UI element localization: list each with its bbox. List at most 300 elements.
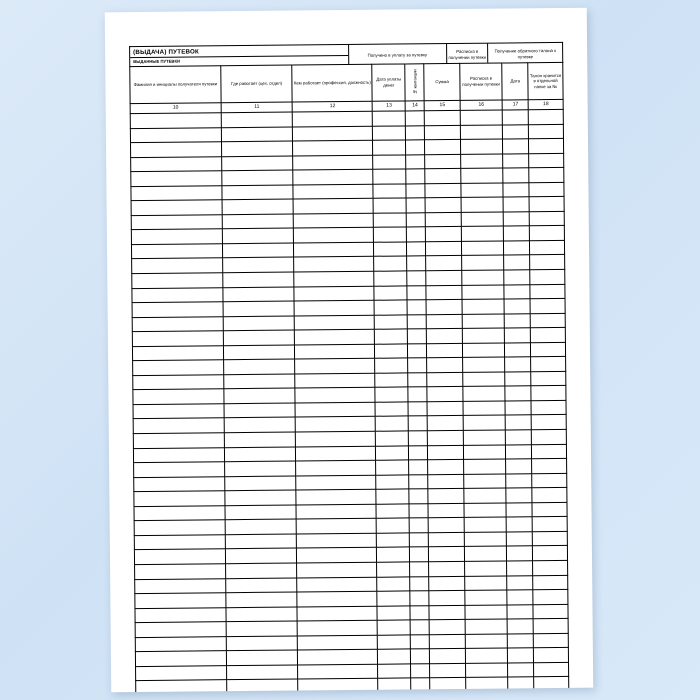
table-cell[interactable] [409, 431, 428, 446]
table-cell[interactable] [430, 678, 466, 693]
table-cell[interactable] [533, 575, 568, 590]
table-cell[interactable] [507, 619, 533, 634]
table-cell[interactable] [225, 519, 297, 534]
table-cell[interactable] [532, 502, 567, 517]
table-cell[interactable] [373, 184, 406, 199]
table-cell[interactable] [504, 241, 530, 256]
table-cell[interactable] [508, 633, 534, 648]
table-cell[interactable] [224, 388, 296, 403]
table-cell[interactable] [464, 474, 507, 489]
table-cell[interactable] [504, 212, 530, 227]
table-cell[interactable] [506, 459, 532, 474]
table-cell[interactable] [506, 444, 532, 459]
table-cell[interactable] [378, 678, 411, 692]
table-cell[interactable] [506, 488, 532, 503]
table-cell[interactable] [465, 590, 508, 605]
table-cell[interactable] [425, 125, 461, 140]
table-cell[interactable] [295, 359, 375, 374]
table-cell[interactable] [298, 635, 378, 650]
table-cell[interactable] [465, 605, 508, 620]
table-cell[interactable] [507, 546, 533, 561]
table-cell[interactable] [294, 213, 374, 228]
table-cell[interactable] [533, 604, 568, 619]
table-cell[interactable] [461, 241, 504, 256]
table-cell[interactable] [503, 197, 529, 212]
table-cell[interactable] [131, 171, 222, 186]
table-cell[interactable] [463, 372, 506, 387]
table-cell[interactable] [376, 416, 409, 431]
table-cell[interactable] [534, 662, 569, 677]
table-cell[interactable] [529, 153, 564, 168]
table-cell[interactable] [224, 432, 296, 447]
table-cell[interactable] [297, 562, 377, 577]
table-cell[interactable] [297, 620, 377, 635]
table-cell[interactable] [429, 590, 465, 605]
table-cell[interactable] [222, 228, 294, 243]
table-cell[interactable] [374, 286, 407, 301]
table-cell[interactable] [529, 182, 564, 197]
table-cell[interactable] [373, 155, 406, 170]
table-cell[interactable] [296, 489, 376, 504]
table-cell[interactable] [294, 300, 374, 315]
table-cell[interactable] [410, 533, 429, 548]
table-cell[interactable] [426, 285, 462, 300]
table-cell[interactable] [406, 169, 425, 184]
table-cell[interactable] [296, 431, 376, 446]
table-cell[interactable] [504, 255, 530, 270]
table-cell[interactable] [529, 197, 564, 212]
table-cell[interactable] [406, 198, 425, 213]
table-cell[interactable] [374, 271, 407, 286]
table-cell[interactable] [374, 300, 407, 315]
table-cell[interactable] [530, 313, 565, 328]
table-cell[interactable] [293, 155, 373, 170]
table-cell[interactable] [135, 636, 226, 651]
table-cell[interactable] [506, 503, 532, 518]
table-cell[interactable] [293, 111, 373, 126]
table-cell[interactable] [532, 517, 567, 532]
table-cell[interactable] [428, 460, 464, 475]
table-cell[interactable] [463, 415, 506, 430]
table-cell[interactable] [532, 429, 567, 444]
table-cell[interactable] [225, 548, 297, 563]
table-cell[interactable] [428, 416, 464, 431]
table-cell[interactable] [226, 592, 298, 607]
table-cell[interactable] [461, 197, 504, 212]
table-cell[interactable] [427, 372, 463, 387]
table-cell[interactable] [376, 475, 409, 490]
table-cell[interactable] [134, 476, 225, 491]
table-cell[interactable] [135, 564, 226, 579]
table-cell[interactable] [298, 664, 378, 679]
table-cell[interactable] [460, 139, 503, 154]
table-cell[interactable] [507, 590, 533, 605]
table-cell[interactable] [426, 256, 462, 271]
table-cell[interactable] [464, 517, 507, 532]
table-cell[interactable] [225, 563, 297, 578]
table-cell[interactable] [293, 199, 373, 214]
table-cell[interactable] [505, 372, 531, 387]
table-cell[interactable] [410, 562, 429, 577]
table-cell[interactable] [130, 127, 221, 142]
table-cell[interactable] [429, 532, 465, 547]
table-cell[interactable] [409, 504, 428, 519]
table-cell[interactable] [406, 125, 425, 140]
table-cell[interactable] [505, 313, 531, 328]
table-cell[interactable] [134, 462, 225, 477]
table-cell[interactable] [427, 314, 463, 329]
table-cell[interactable] [531, 400, 566, 415]
table-cell[interactable] [465, 663, 508, 678]
table-cell[interactable] [131, 244, 222, 259]
table-cell[interactable] [427, 387, 463, 402]
table-cell[interactable] [225, 505, 297, 520]
table-cell[interactable] [462, 299, 505, 314]
table-cell[interactable] [223, 257, 295, 272]
table-cell[interactable] [507, 561, 533, 576]
table-cell[interactable] [131, 215, 222, 230]
table-cell[interactable] [425, 183, 461, 198]
table-cell[interactable] [461, 226, 504, 241]
table-cell[interactable] [411, 678, 430, 692]
table-cell[interactable] [530, 255, 565, 270]
table-cell[interactable] [425, 198, 461, 213]
table-cell[interactable] [133, 418, 224, 433]
table-cell[interactable] [377, 518, 410, 533]
table-cell[interactable] [295, 373, 375, 388]
table-cell[interactable] [375, 329, 408, 344]
table-cell[interactable] [428, 503, 464, 518]
table-cell[interactable] [532, 488, 567, 503]
table-cell[interactable] [463, 357, 506, 372]
table-cell[interactable] [464, 503, 507, 518]
table-cell[interactable] [135, 578, 226, 593]
table-cell[interactable] [376, 489, 409, 504]
table-cell[interactable] [408, 344, 427, 359]
table-cell[interactable] [376, 460, 409, 475]
table-cell[interactable] [376, 446, 409, 461]
table-cell[interactable] [408, 373, 427, 388]
table-cell[interactable] [462, 328, 505, 343]
table-cell[interactable] [373, 111, 406, 126]
table-cell[interactable] [133, 447, 224, 462]
table-cell[interactable] [427, 401, 463, 416]
table-cell[interactable] [295, 344, 375, 359]
table-cell[interactable] [409, 489, 428, 504]
table-cell[interactable] [135, 622, 226, 637]
table-cell[interactable] [533, 531, 568, 546]
table-cell[interactable] [508, 663, 534, 678]
table-cell[interactable] [374, 213, 407, 228]
table-cell[interactable] [131, 156, 222, 171]
table-cell[interactable] [226, 665, 298, 680]
table-cell[interactable] [296, 504, 376, 519]
table-cell[interactable] [462, 285, 505, 300]
table-cell[interactable] [429, 605, 465, 620]
table-cell[interactable] [373, 125, 406, 140]
table-cell[interactable] [294, 286, 374, 301]
table-cell[interactable] [410, 576, 429, 591]
table-cell[interactable] [226, 607, 298, 622]
table-cell[interactable] [505, 328, 531, 343]
table-cell[interactable] [222, 185, 294, 200]
table-cell[interactable] [377, 591, 410, 606]
table-cell[interactable] [406, 140, 425, 155]
table-cell[interactable] [133, 360, 224, 375]
table-cell[interactable] [410, 605, 429, 620]
table-cell[interactable] [223, 316, 295, 331]
table-cell[interactable] [226, 650, 298, 665]
table-cell[interactable] [225, 490, 297, 505]
table-cell[interactable] [460, 110, 503, 125]
table-cell[interactable] [408, 402, 427, 417]
table-cell[interactable] [375, 315, 408, 330]
table-cell[interactable] [135, 593, 226, 608]
table-cell[interactable] [462, 255, 505, 270]
table-cell[interactable] [407, 285, 426, 300]
table-cell[interactable] [374, 227, 407, 242]
table-cell[interactable] [293, 140, 373, 155]
table-cell[interactable] [530, 226, 565, 241]
table-cell[interactable] [224, 418, 296, 433]
table-cell[interactable] [411, 649, 430, 664]
table-cell[interactable] [466, 677, 509, 692]
table-cell[interactable] [377, 576, 410, 591]
table-cell[interactable] [427, 329, 463, 344]
table-cell[interactable] [225, 461, 297, 476]
table-cell[interactable] [531, 357, 566, 372]
table-cell[interactable] [530, 284, 565, 299]
table-cell[interactable] [530, 240, 565, 255]
table-cell[interactable] [429, 547, 465, 562]
table-cell[interactable] [295, 315, 375, 330]
table-cell[interactable] [374, 256, 407, 271]
table-cell[interactable] [505, 357, 531, 372]
table-cell[interactable] [504, 226, 530, 241]
table-cell[interactable] [503, 139, 529, 154]
table-cell[interactable] [409, 460, 428, 475]
table-cell[interactable] [134, 505, 225, 520]
table-cell[interactable] [407, 227, 426, 242]
table-cell[interactable] [226, 621, 298, 636]
table-cell[interactable] [134, 535, 225, 550]
table-cell[interactable] [222, 156, 294, 171]
table-cell[interactable] [295, 388, 375, 403]
table-cell[interactable] [224, 359, 296, 374]
table-cell[interactable] [504, 270, 530, 285]
table-cell[interactable] [136, 665, 227, 680]
table-cell[interactable] [297, 533, 377, 548]
table-cell[interactable] [425, 140, 461, 155]
table-cell[interactable] [429, 518, 465, 533]
table-cell[interactable] [532, 473, 567, 488]
table-cell[interactable] [130, 113, 221, 128]
table-cell[interactable] [135, 607, 226, 622]
table-cell[interactable] [533, 560, 568, 575]
table-cell[interactable] [507, 532, 533, 547]
table-cell[interactable] [507, 604, 533, 619]
table-cell[interactable] [375, 373, 408, 388]
table-cell[interactable] [531, 342, 566, 357]
table-cell[interactable] [465, 575, 508, 590]
table-cell[interactable] [133, 433, 224, 448]
table-cell[interactable] [135, 651, 226, 666]
table-cell[interactable] [377, 606, 410, 621]
table-cell[interactable] [407, 242, 426, 257]
table-cell[interactable] [223, 330, 295, 345]
table-cell[interactable] [223, 301, 295, 316]
table-cell[interactable] [223, 272, 295, 287]
table-cell[interactable] [464, 532, 507, 547]
table-cell[interactable] [407, 300, 426, 315]
table-cell[interactable] [221, 141, 293, 156]
table-cell[interactable] [375, 358, 408, 373]
table-cell[interactable] [224, 403, 296, 418]
table-cell[interactable] [297, 548, 377, 563]
table-cell[interactable] [430, 620, 466, 635]
table-cell[interactable] [132, 258, 223, 273]
table-cell[interactable] [134, 549, 225, 564]
table-cell[interactable] [532, 459, 567, 474]
table-cell[interactable] [131, 229, 222, 244]
table-cell[interactable] [296, 460, 376, 475]
table-cell[interactable] [378, 649, 411, 664]
table-cell[interactable] [132, 345, 223, 360]
table-cell[interactable] [378, 620, 411, 635]
table-cell[interactable] [506, 517, 532, 532]
table-cell[interactable] [376, 504, 409, 519]
table-cell[interactable] [463, 401, 506, 416]
table-cell[interactable] [133, 389, 224, 404]
table-cell[interactable] [134, 520, 225, 535]
table-cell[interactable] [298, 649, 378, 664]
table-cell[interactable] [297, 606, 377, 621]
table-cell[interactable] [133, 404, 224, 419]
table-cell[interactable] [461, 183, 504, 198]
table-cell[interactable] [505, 415, 531, 430]
table-cell[interactable] [294, 242, 374, 257]
table-cell[interactable] [463, 459, 506, 474]
table-cell[interactable] [529, 109, 564, 124]
table-cell[interactable] [465, 648, 508, 663]
table-cell[interactable] [426, 241, 462, 256]
table-cell[interactable] [377, 562, 410, 577]
table-cell[interactable] [533, 619, 568, 634]
table-cell[interactable] [373, 169, 406, 184]
table-cell[interactable] [530, 299, 565, 314]
table-cell[interactable] [426, 212, 462, 227]
table-cell[interactable] [465, 619, 508, 634]
table-cell[interactable] [464, 546, 507, 561]
table-cell[interactable] [296, 519, 376, 534]
table-cell[interactable] [410, 591, 429, 606]
table-cell[interactable] [295, 402, 375, 417]
table-cell[interactable] [406, 111, 425, 126]
table-cell[interactable] [375, 387, 408, 402]
table-cell[interactable] [463, 445, 506, 460]
table-cell[interactable] [505, 401, 531, 416]
table-cell[interactable] [504, 284, 530, 299]
table-cell[interactable] [534, 633, 569, 648]
table-cell[interactable] [428, 474, 464, 489]
table-cell[interactable] [461, 168, 504, 183]
table-cell[interactable] [408, 358, 427, 373]
table-cell[interactable] [428, 489, 464, 504]
table-cell[interactable] [506, 473, 532, 488]
table-cell[interactable] [504, 299, 530, 314]
table-cell[interactable] [132, 287, 223, 302]
table-cell[interactable] [462, 270, 505, 285]
table-cell[interactable] [529, 139, 564, 154]
table-cell[interactable] [377, 533, 410, 548]
table-cell[interactable] [294, 228, 374, 243]
table-cell[interactable] [430, 663, 466, 678]
table-cell[interactable] [427, 358, 463, 373]
table-cell[interactable] [430, 634, 466, 649]
table-cell[interactable] [411, 634, 430, 649]
table-cell[interactable] [411, 664, 430, 679]
table-cell[interactable] [508, 648, 534, 663]
table-cell[interactable] [298, 679, 378, 693]
table-cell[interactable] [532, 444, 567, 459]
table-cell[interactable] [223, 287, 295, 302]
table-cell[interactable] [426, 300, 462, 315]
table-cell[interactable] [293, 126, 373, 141]
table-cell[interactable] [463, 430, 506, 445]
table-cell[interactable] [223, 345, 295, 360]
table-cell[interactable] [429, 576, 465, 591]
table-cell[interactable] [409, 445, 428, 460]
table-cell[interactable] [296, 446, 376, 461]
table-cell[interactable] [531, 328, 566, 343]
table-cell[interactable] [373, 140, 406, 155]
table-cell[interactable] [503, 124, 529, 139]
table-cell[interactable] [407, 213, 426, 228]
table-cell[interactable] [428, 445, 464, 460]
table-cell[interactable] [409, 474, 428, 489]
table-cell[interactable] [297, 577, 377, 592]
table-cell[interactable] [133, 375, 224, 390]
table-cell[interactable] [531, 415, 566, 430]
table-cell[interactable] [378, 635, 411, 650]
table-cell[interactable] [376, 431, 409, 446]
table-cell[interactable] [131, 200, 222, 215]
table-cell[interactable] [530, 269, 565, 284]
table-cell[interactable] [464, 488, 507, 503]
table-cell[interactable] [425, 169, 461, 184]
table-cell[interactable] [374, 242, 407, 257]
table-cell[interactable] [407, 256, 426, 271]
table-cell[interactable] [430, 649, 466, 664]
table-cell[interactable] [221, 127, 293, 142]
table-cell[interactable] [533, 589, 568, 604]
table-cell[interactable] [425, 154, 461, 169]
table-cell[interactable] [222, 199, 294, 214]
table-cell[interactable] [130, 142, 221, 157]
table-cell[interactable] [226, 578, 298, 593]
table-cell[interactable] [409, 416, 428, 431]
table-cell[interactable] [410, 620, 429, 635]
table-cell[interactable] [463, 386, 506, 401]
table-cell[interactable] [503, 168, 529, 183]
table-cell[interactable] [226, 636, 298, 651]
table-cell[interactable] [503, 153, 529, 168]
table-cell[interactable] [225, 476, 297, 491]
table-cell[interactable] [375, 402, 408, 417]
table-cell[interactable] [221, 112, 293, 127]
table-cell[interactable] [531, 371, 566, 386]
table-cell[interactable] [132, 302, 223, 317]
